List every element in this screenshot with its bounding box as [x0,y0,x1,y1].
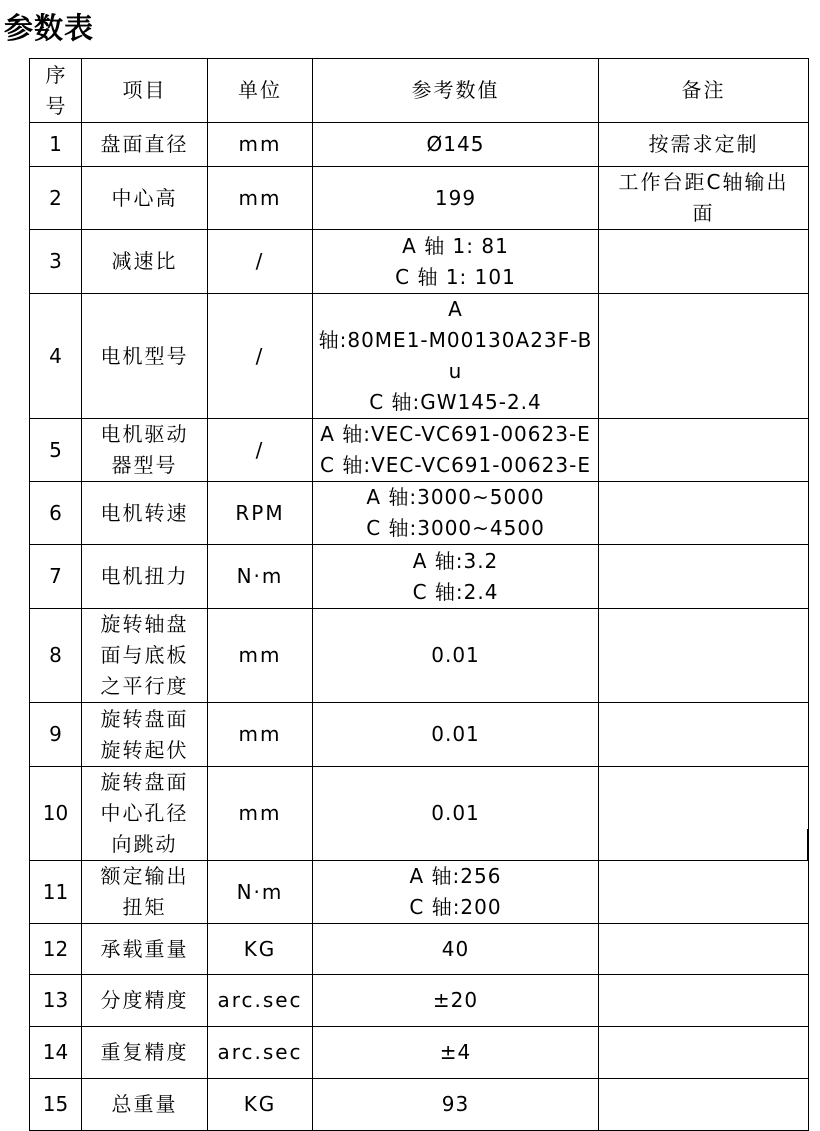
cell-item: 旋转轴盘 面与底板 之平行度 [82,609,208,703]
cell-unit: arc.sec [208,1027,313,1079]
table-row [30,1079,809,1131]
cell-item: 中心高 [82,167,208,230]
cell-no: 9 [30,703,82,767]
cell-no: 1 [30,123,82,167]
table-row [30,230,809,294]
header-value: 参考数值 [313,59,599,123]
cell-item: 电机扭力 [82,545,208,609]
cell-no: 4 [30,294,82,419]
cell-unit: KG [208,924,313,975]
cell-no: 15 [30,1079,82,1131]
cell-unit: mm [208,123,313,167]
cell-value: 0.01 [313,767,599,861]
cell-value: ±4 [313,1027,599,1079]
header-unit: 单位 [208,59,313,123]
cell-unit: mm [208,609,313,703]
cell-item: 额定输出 扭矩 [82,861,208,924]
cell-item: 分度精度 [82,975,208,1027]
cell-unit: / [208,294,313,419]
cell-no: 7 [30,545,82,609]
cell-note [599,861,809,924]
cell-note [599,1027,809,1079]
cell-no: 5 [30,419,82,482]
header-no: 序 号 [30,59,82,123]
table-row [30,609,809,703]
cell-item: 承载重量 [82,924,208,975]
cell-note [599,482,809,545]
cell-note: 按需求定制 [599,123,809,167]
cell-note [599,975,809,1027]
header-item: 项目 [82,59,208,123]
cell-value: 93 [313,1079,599,1131]
header-note: 备注 [599,59,809,123]
cell-value: A 轴:256 C 轴:200 [313,861,599,924]
cell-value: 199 [313,167,599,230]
cell-note [599,230,809,294]
cell-item: 电机型号 [82,294,208,419]
cell-unit: RPM [208,482,313,545]
cell-item: 电机转速 [82,482,208,545]
cell-note [599,1079,809,1131]
cell-item: 电机驱动 器型号 [82,419,208,482]
cell-no: 11 [30,861,82,924]
cell-unit: / [208,419,313,482]
cell-unit: arc.sec [208,975,313,1027]
cell-no: 14 [30,1027,82,1079]
cell-note [599,609,809,703]
table-row [30,123,809,167]
cell-item: 总重量 [82,1079,208,1131]
table-header-row [30,59,809,123]
table-row [30,482,809,545]
cell-item: 重复精度 [82,1027,208,1079]
cell-value: A 轴:VEC-VC691-00623-E C 轴:VEC-VC691-00623-E [313,419,599,482]
cell-value: Ø145 [313,123,599,167]
cell-unit: N·m [208,861,313,924]
cell-note [599,294,809,419]
parameter-table [29,58,809,1131]
page-title: 参数表 [4,11,95,45]
table-row [30,167,809,230]
cell-unit: mm [208,703,313,767]
cell-no: 6 [30,482,82,545]
cell-no: 8 [30,609,82,703]
cell-unit: N·m [208,545,313,609]
cell-unit: / [208,230,313,294]
cell-note [599,419,809,482]
cell-note: 工作台距C轴输出 面 [599,167,809,230]
table-row [30,545,809,609]
cell-value: A 轴:3.2 C 轴:2.4 [313,545,599,609]
cell-no: 13 [30,975,82,1027]
cell-item: 旋转盘面 旋转起伏 [82,703,208,767]
table-row [30,419,809,482]
table-row [30,861,809,924]
cell-no: 2 [30,167,82,230]
cell-value: 0.01 [313,703,599,767]
cell-no: 10 [30,767,82,861]
table-row [30,975,809,1027]
table-row [30,924,809,975]
text-cursor [807,829,809,860]
table-row [30,1027,809,1079]
cell-item: 减速比 [82,230,208,294]
cell-value: ±20 [313,975,599,1027]
cell-no: 3 [30,230,82,294]
cell-item: 盘面直径 [82,123,208,167]
cell-unit: KG [208,1079,313,1131]
cell-unit: mm [208,767,313,861]
cell-value: A 轴:3000~5000 C 轴:3000~4500 [313,482,599,545]
cell-note [599,703,809,767]
cell-item: 旋转盘面 中心孔径 向跳动 [82,767,208,861]
cell-note [599,767,809,861]
table-row [30,767,809,861]
cell-value: 40 [313,924,599,975]
cell-unit: mm [208,167,313,230]
cell-value: A 轴:80ME1-M00130A23F-Bu C 轴:GW145-2.4 [313,294,599,419]
table-row [30,294,809,419]
table-row [30,703,809,767]
cell-no: 12 [30,924,82,975]
cell-value: 0.01 [313,609,599,703]
cell-note [599,924,809,975]
cell-value: A 轴 1: 81 C 轴 1: 101 [313,230,599,294]
cell-note [599,545,809,609]
